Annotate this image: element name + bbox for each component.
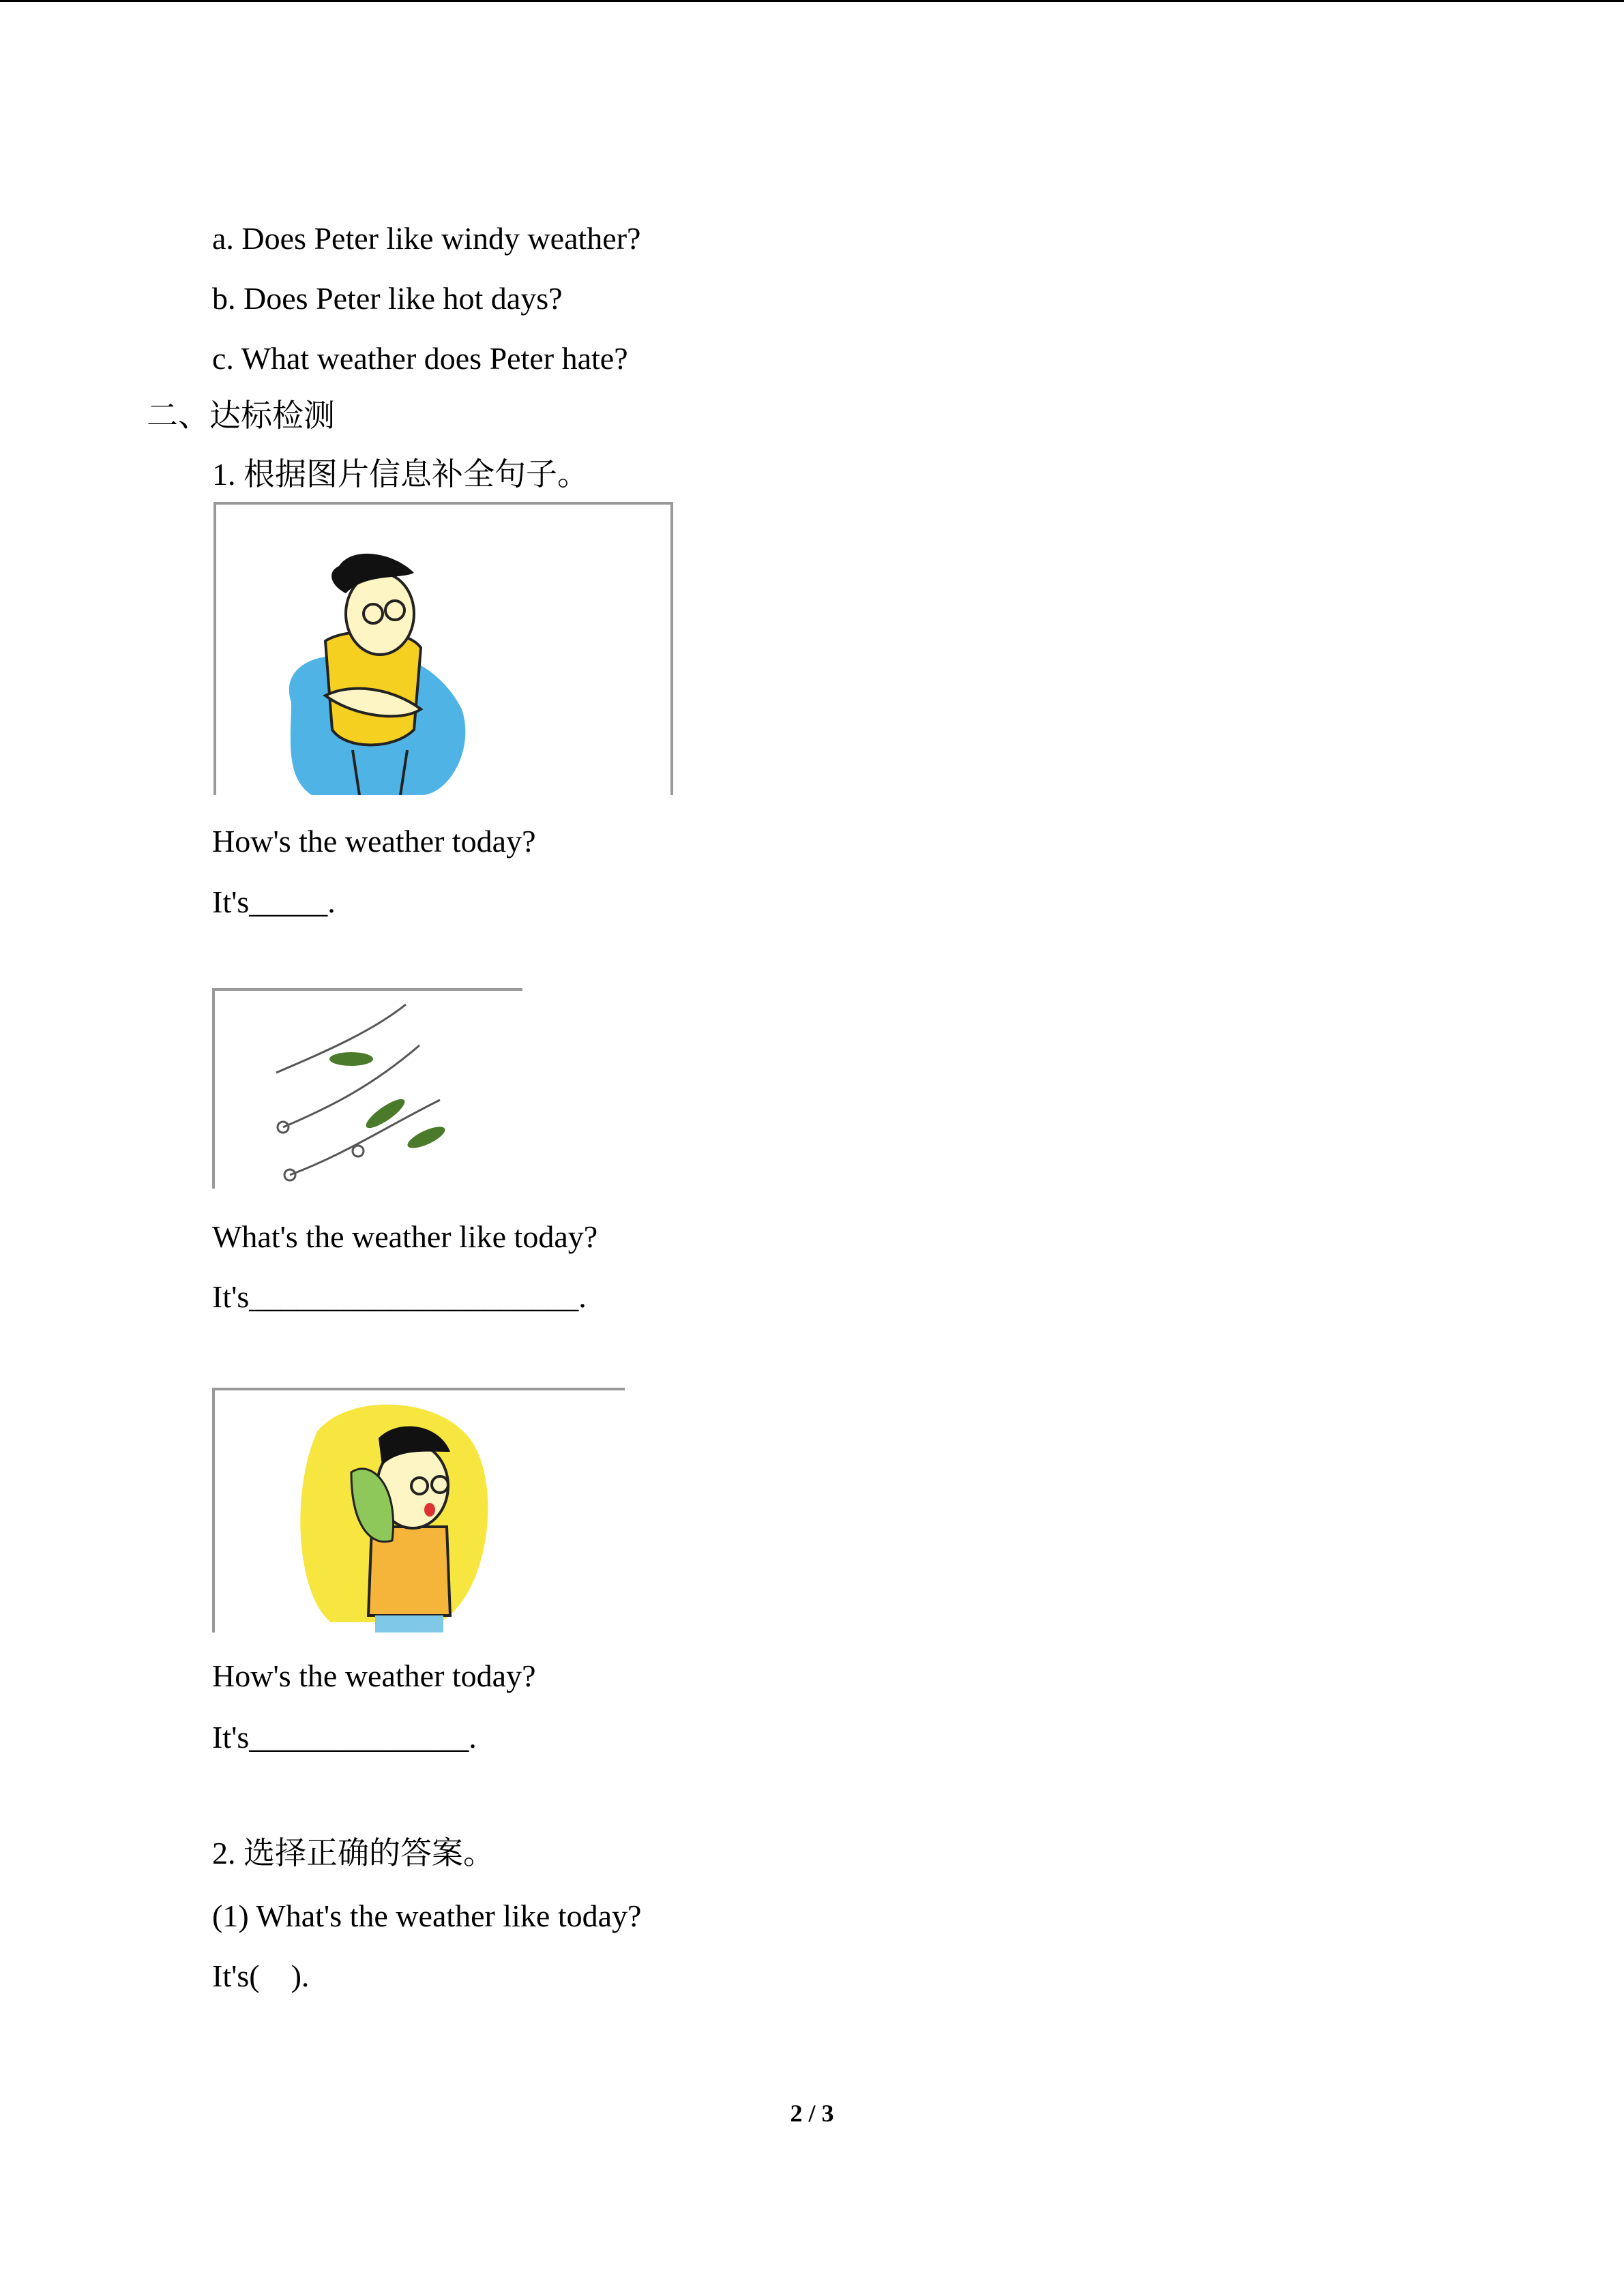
part2-answer-1: It's( ).: [212, 1958, 310, 1993]
page-number: 2 / 3: [790, 2100, 834, 2127]
windy-leaves-illustration: [212, 988, 522, 1189]
page-top-border: [0, 0, 1624, 2]
section-title: 二、达标检测: [147, 398, 335, 433]
item1-question: How's the weather today?: [212, 824, 536, 859]
question-a: a. Does Peter like windy weather?: [212, 221, 641, 256]
question-c: c. What weather does Peter hate?: [212, 341, 628, 376]
hot-boy-illustration: [212, 1388, 625, 1632]
question-b: b. Does Peter like hot days?: [212, 281, 563, 316]
item2-answer: It's_____________________.: [212, 1279, 587, 1314]
item3-answer: It's______________.: [212, 1720, 477, 1755]
part2-title: 2. 选择正确的答案。: [212, 1836, 494, 1870]
item3-question: How's the weather today?: [212, 1658, 536, 1693]
part2-question-1: (1) What's the weather like today?: [212, 1898, 642, 1933]
part1-title: 1. 根据图片信息补全句子。: [212, 457, 589, 492]
cold-boy-illustration: [213, 502, 673, 795]
item2-question: What's the weather like today?: [212, 1219, 598, 1254]
item1-answer: It's_____.: [212, 884, 336, 919]
